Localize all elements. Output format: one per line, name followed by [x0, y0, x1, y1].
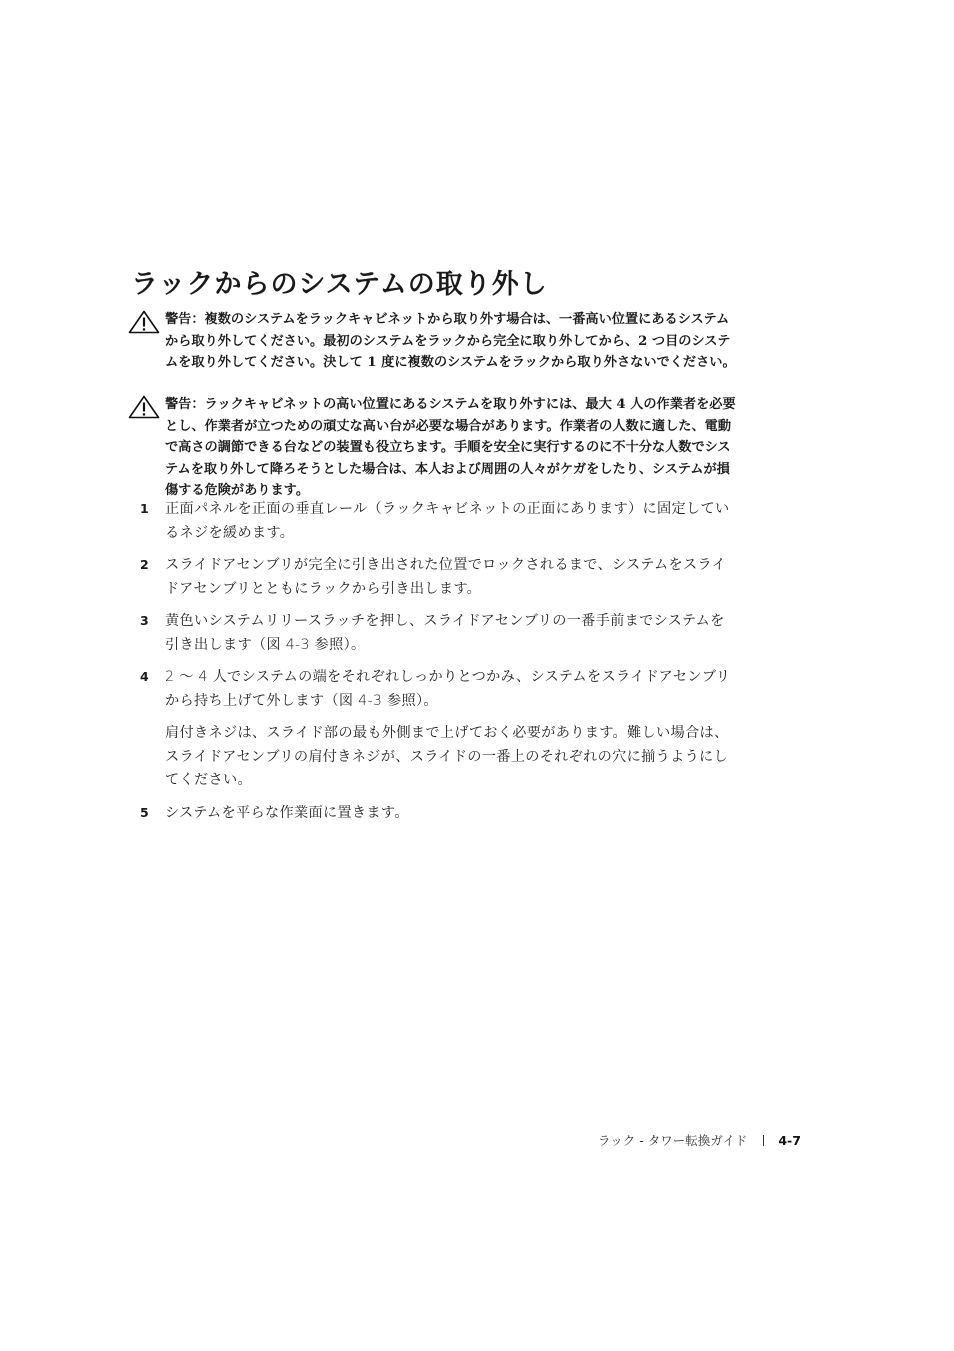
- warning-body: ：複数のシステムをラックキャビネットから取り外す場合は、一番高い位置にあるシステムから取り外してください。最初のシステムをラックから完全に取り外してから、2 つ目のシステムを取り外してください。決して 1 度に複数のシステムをラックから取り外さないでください。: [165, 312, 736, 370]
- step-item: [140, 498, 738, 545]
- warning-triangle-icon: [128, 395, 160, 419]
- step-item: [140, 554, 738, 601]
- step-text: 黄色いシステムリリースラッチを押し、スライドアセンブリの一番手前までシステムを引き出します（図 4-3 参照）。: [165, 613, 725, 653]
- step-number: 5: [140, 804, 149, 820]
- step-text: スライドアセンブリが完全に引き出された位置でロックされるまで、システムをスライドアセンブリとともにラックから引き出します。: [165, 557, 727, 597]
- step-text: 正面パネルを正面の垂直レール（ラックキャビネットの正面にあります）に固定しているネジを緩めます。: [165, 501, 730, 541]
- warning-body: ：ラックキャビネットの高い位置にあるシステムを取り外すには、最大 4 人の作業者を必要とし、作業者が立つための頑丈な高い台が必要な場合があります。作業者の人数に適した、電動で高さの調節できる台などの装置も役立ちます。手順を安全に実行するのに不十分な人数でシステムを取り外して降ろそうとした場合は、本人および周囲の人々がケガをしたり、システムが損傷する危険があります。: [165, 397, 736, 498]
- step-item: [140, 666, 738, 713]
- warning-text: [165, 309, 738, 374]
- procedure-steps: [140, 498, 738, 834]
- page-number: 4-7: [778, 1133, 801, 1148]
- warning-label: 警告: [165, 397, 192, 412]
- warning-block: [128, 394, 738, 502]
- step-number: 3: [140, 613, 149, 628]
- page-footer: [598, 1131, 830, 1149]
- warning-text: [165, 394, 738, 502]
- step-number: 1: [140, 501, 149, 516]
- footer-doc-title: ラック - タワー転換ガイド: [598, 1133, 748, 1148]
- step-number: 2: [140, 557, 149, 572]
- warning-triangle-icon: [128, 310, 160, 334]
- warning-label: 警告: [165, 312, 192, 327]
- step-item: [140, 610, 738, 657]
- step-item: [140, 802, 738, 826]
- step-text: システムを平らな作業面に置きます。: [165, 804, 409, 821]
- step-number: 4: [140, 669, 149, 684]
- warning-block: [128, 309, 738, 374]
- step-note: 肩付きネジは、スライド部の最も外側まで上げておく必要があります。難しい場合は、スライドアセンブリの肩付きネジが、スライドの一番上のそれぞれの穴に揃うようにしてください。: [165, 725, 729, 788]
- page-title: ラックからのシステムの取り外し: [131, 269, 548, 300]
- step-text: 2 〜 4 人でシステムの端をそれぞれしっかりとつかみ、システムをスライドアセンブリから持ち上げて外します（図 4-3 参照）。: [165, 669, 731, 709]
- footer-separator: [763, 1135, 764, 1146]
